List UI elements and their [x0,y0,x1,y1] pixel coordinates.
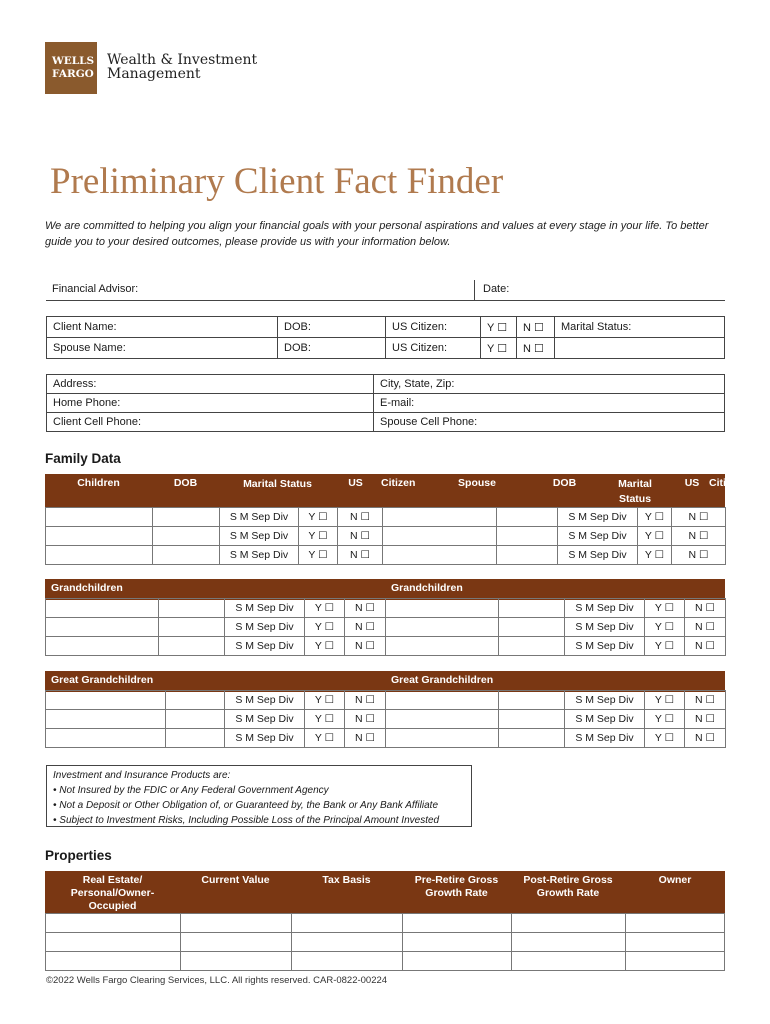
name-cell[interactable] [386,710,499,729]
no-checkbox[interactable]: N ☐ [685,618,726,637]
property-cell[interactable] [46,914,181,933]
post-rate-cell[interactable] [512,914,626,933]
no-checkbox[interactable]: N ☐ [672,508,726,527]
great-grandchildren-header-2: Great Grandchildren [385,671,725,692]
table-row [46,691,726,710]
yes-checkbox[interactable]: Y ☐ [299,546,338,565]
child-dob-cell[interactable] [153,508,220,527]
dob-cell[interactable] [499,729,565,748]
home-phone-field[interactable]: Home Phone: [47,394,374,413]
marital-options[interactable]: S M Sep Div [565,710,645,729]
client-citizen-label: US Citizen: [386,317,481,338]
marital-options[interactable]: S M Sep Div [565,618,645,637]
citizen-header: Citizen [375,474,420,507]
no-checkbox[interactable]: N ☐ [672,546,726,565]
no-checkbox[interactable]: N ☐ [338,546,383,565]
table-row [46,527,726,546]
yes-checkbox[interactable]: Y ☐ [645,599,685,618]
marital-options[interactable]: S M Sep Div [565,637,645,656]
marital-options[interactable]: S M Sep Div [558,527,638,546]
no-checkbox[interactable]: N ☐ [338,527,383,546]
child-dob-cell[interactable] [153,546,220,565]
yes-checkbox[interactable]: Y ☐ [305,710,345,729]
spouse-us-header: US [675,474,709,507]
dob-cell[interactable] [159,618,225,637]
pre-retire-header: Pre-Retire Gross Growth Rate [402,871,511,913]
child-name-cell[interactable] [46,527,153,546]
marital-options[interactable]: S M Sep Div [565,729,645,748]
owner-cell[interactable] [626,952,725,971]
table-row [46,914,725,933]
basis-cell[interactable] [292,914,403,933]
dob-cell[interactable] [159,599,225,618]
yes-checkbox[interactable]: Y ☐ [645,618,685,637]
address-field[interactable]: Address: [47,375,374,394]
family-data-heading: Family Data [45,451,121,466]
marital-options[interactable]: S M Sep Div [558,546,638,565]
us-header: US [336,474,375,507]
yes-checkbox[interactable]: Y ☐ [299,527,338,546]
real-estate-header: Real Estate/ Personal/Owner-Occupied [45,871,180,913]
dob-cell[interactable] [166,710,225,729]
name-cell[interactable] [46,691,166,710]
owner-cell[interactable] [626,933,725,952]
spouse-cell[interactable] [383,527,497,546]
owner-header: Owner [625,871,725,913]
value-cell[interactable] [181,952,292,971]
spouse-name-field[interactable]: Spouse Name: [47,338,278,359]
dob-header: DOB [152,474,219,507]
marital-options[interactable]: S M Sep Div [558,508,638,527]
property-cell[interactable] [46,933,181,952]
pre-rate-cell[interactable] [403,914,512,933]
basis-cell[interactable] [292,933,403,952]
spouse-citizen-yes-checkbox[interactable]: Y ☐ [481,338,517,359]
dob-cell[interactable] [499,691,565,710]
children-rows [45,507,726,565]
marital-options[interactable]: S M Sep Div [220,546,299,565]
table-row [46,952,725,971]
client-cell-field[interactable]: Client Cell Phone: [47,413,374,432]
no-checkbox[interactable]: N ☐ [345,729,386,748]
spouse-citizen-no-checkbox[interactable]: N ☐ [517,338,555,359]
name-cell[interactable] [386,729,499,748]
name-cell[interactable] [386,637,499,656]
great-grandchildren-rows [45,690,726,748]
no-checkbox[interactable]: N ☐ [672,527,726,546]
no-checkbox[interactable]: N ☐ [345,599,386,618]
properties-rows [45,913,725,971]
no-checkbox[interactable]: N ☐ [685,637,726,656]
grandchildren-header: Grandchildren [45,579,385,600]
post-rate-cell[interactable] [512,933,626,952]
spouse-header: Spouse [420,474,534,507]
grandchildren-header-row [45,579,725,600]
divider [474,280,475,300]
yes-checkbox[interactable]: Y ☐ [638,527,672,546]
disclosure-item: • Not Insured by the FDIC or Any Federal Government Agency [53,785,329,796]
brand-name [107,53,257,81]
dob-cell[interactable] [159,637,225,656]
child-name-cell[interactable] [46,546,153,565]
city-field[interactable]: City, State, Zip: [374,375,725,394]
great-grandchildren-header: Great Grandchildren [45,671,385,692]
children-table [45,474,744,507]
owner-cell[interactable] [626,914,725,933]
basis-cell[interactable] [292,952,403,971]
disclosure-title: Investment and Insurance Products are: [53,770,231,781]
child-dob-cell[interactable] [153,527,220,546]
grandchildren-rows [45,598,726,656]
dob-cell[interactable] [166,729,225,748]
properties-heading: Properties [45,848,112,863]
yes-checkbox[interactable]: Y ☐ [305,691,345,710]
marital-options[interactable]: S M Sep Div [225,618,305,637]
marital-options[interactable]: S M Sep Div [225,710,305,729]
table-row [46,729,726,748]
name-cell[interactable] [386,618,499,637]
spouse-cell[interactable] [383,508,497,527]
marital-options[interactable]: S M Sep Div [225,637,305,656]
marital-options[interactable]: S M Sep Div [565,691,645,710]
name-cell[interactable] [46,729,166,748]
spouse-citizen-label: US Citizen: [386,338,481,359]
dob-cell[interactable] [499,710,565,729]
marital-status-field[interactable]: Marital Status: [555,317,725,338]
marital-options[interactable]: S M Sep Div [565,599,645,618]
tax-basis-header: Tax Basis [291,871,402,913]
no-checkbox[interactable]: N ☐ [345,710,386,729]
dob-cell[interactable] [166,691,225,710]
dob-cell[interactable] [499,637,565,656]
yes-checkbox[interactable]: Y ☐ [305,599,345,618]
yes-checkbox[interactable]: Y ☐ [645,691,685,710]
spouse-marital-field[interactable] [555,338,725,359]
pre-rate-cell[interactable] [403,952,512,971]
spouse-cell-field[interactable]: Spouse Cell Phone: [374,413,725,432]
yes-checkbox[interactable]: Y ☐ [305,637,345,656]
no-checkbox[interactable]: N ☐ [685,691,726,710]
no-checkbox[interactable]: N ☐ [685,710,726,729]
table-row [46,508,726,527]
grandchildren-header-2: Grandchildren [385,579,725,600]
disclosure-box [46,765,472,827]
spouse-dob-cell[interactable] [497,546,558,565]
disclosure-item: • Not a Deposit or Other Obligation of, or Guaranteed by, the Bank or Any Bank Affiliate [53,800,438,811]
name-cell[interactable] [46,618,159,637]
client-citizen-yes-checkbox[interactable]: Y ☐ [481,317,517,338]
table-row [46,618,726,637]
dob-cell[interactable] [499,618,565,637]
current-value-header: Current Value [180,871,291,913]
brand-name-line-1: Wealth & Investment [107,52,258,68]
no-checkbox[interactable]: N ☐ [685,599,726,618]
no-checkbox[interactable]: N ☐ [345,637,386,656]
marital-status-header: Marital Status [219,474,336,507]
name-cell[interactable] [46,599,159,618]
yes-checkbox[interactable]: Y ☐ [638,508,672,527]
post-retire-header: Post-Retire Gross Growth Rate [511,871,625,913]
marital-options[interactable]: S M Sep Div [220,527,299,546]
wells-fargo-logo [45,42,97,94]
yes-checkbox[interactable]: Y ☐ [305,618,345,637]
no-checkbox[interactable]: N ☐ [685,729,726,748]
spouse-dob-field[interactable]: DOB: [278,338,386,359]
advisor-row [46,281,725,301]
no-checkbox[interactable]: N ☐ [345,618,386,637]
children-header: Children [45,474,152,507]
table-row [46,933,725,952]
no-checkbox[interactable]: N ☐ [338,508,383,527]
name-cell[interactable] [46,637,159,656]
pre-rate-cell[interactable] [403,933,512,952]
yes-checkbox[interactable]: Y ☐ [299,508,338,527]
name-cell[interactable] [386,691,499,710]
child-name-cell[interactable] [46,508,153,527]
contact-table [46,374,725,432]
logo-line-1: WELLS [52,55,95,67]
footer-copyright: ©2022 Wells Fargo Clearing Services, LLC. All rights reserved. CAR-0822-00224 [46,975,388,986]
marital-options[interactable]: S M Sep Div [220,508,299,527]
email-field[interactable]: E-mail: [374,394,725,413]
yes-checkbox[interactable]: Y ☐ [645,729,685,748]
yes-checkbox[interactable]: Y ☐ [638,546,672,565]
spouse-citizen-header: Citizen [709,474,725,507]
spouse-dob-cell[interactable] [497,527,558,546]
name-cell[interactable] [46,710,166,729]
spouse-marital-header: Marital Status [595,474,675,507]
client-dob-field[interactable]: DOB: [278,317,386,338]
spouse-cell[interactable] [383,546,497,565]
date-label: Date: [483,283,510,295]
yes-checkbox[interactable]: Y ☐ [645,637,685,656]
property-cell[interactable] [46,952,181,971]
dob-cell[interactable] [499,599,565,618]
name-cell[interactable] [386,599,499,618]
page-title: Preliminary Client Fact Finder [50,161,504,202]
post-rate-cell[interactable] [512,952,626,971]
spouse-dob-header: DOB [534,474,595,507]
financial-advisor-label: Financial Advisor: [52,283,139,295]
value-cell[interactable] [181,914,292,933]
value-cell[interactable] [181,933,292,952]
no-checkbox[interactable]: N ☐ [345,691,386,710]
yes-checkbox[interactable]: Y ☐ [645,710,685,729]
properties-table [45,871,725,913]
table-row [46,710,726,729]
client-table [46,316,725,359]
marital-options[interactable]: S M Sep Div [225,691,305,710]
great-grandchildren-header-row [45,671,725,692]
spouse-dob-cell[interactable] [497,508,558,527]
brand-name-line-2: Management [107,66,201,82]
marital-options[interactable]: S M Sep Div [225,729,305,748]
table-row [46,637,726,656]
disclosure-item: • Subject to Investment Risks, Including Possible Loss of the Principal Amount Invested [53,815,440,826]
intro-text: We are committed to helping you align your financial goals with your personal aspirations and values at every stage in your life. To better guide you to your desired outcomes, please provide us with your information below. [45,220,709,248]
client-name-field[interactable]: Client Name: [47,317,278,338]
table-row [46,599,726,618]
logo-line-2: FARGO [52,68,94,80]
marital-options[interactable]: S M Sep Div [225,599,305,618]
client-citizen-no-checkbox[interactable]: N ☐ [517,317,555,338]
yes-checkbox[interactable]: Y ☐ [305,729,345,748]
table-row [46,546,726,565]
